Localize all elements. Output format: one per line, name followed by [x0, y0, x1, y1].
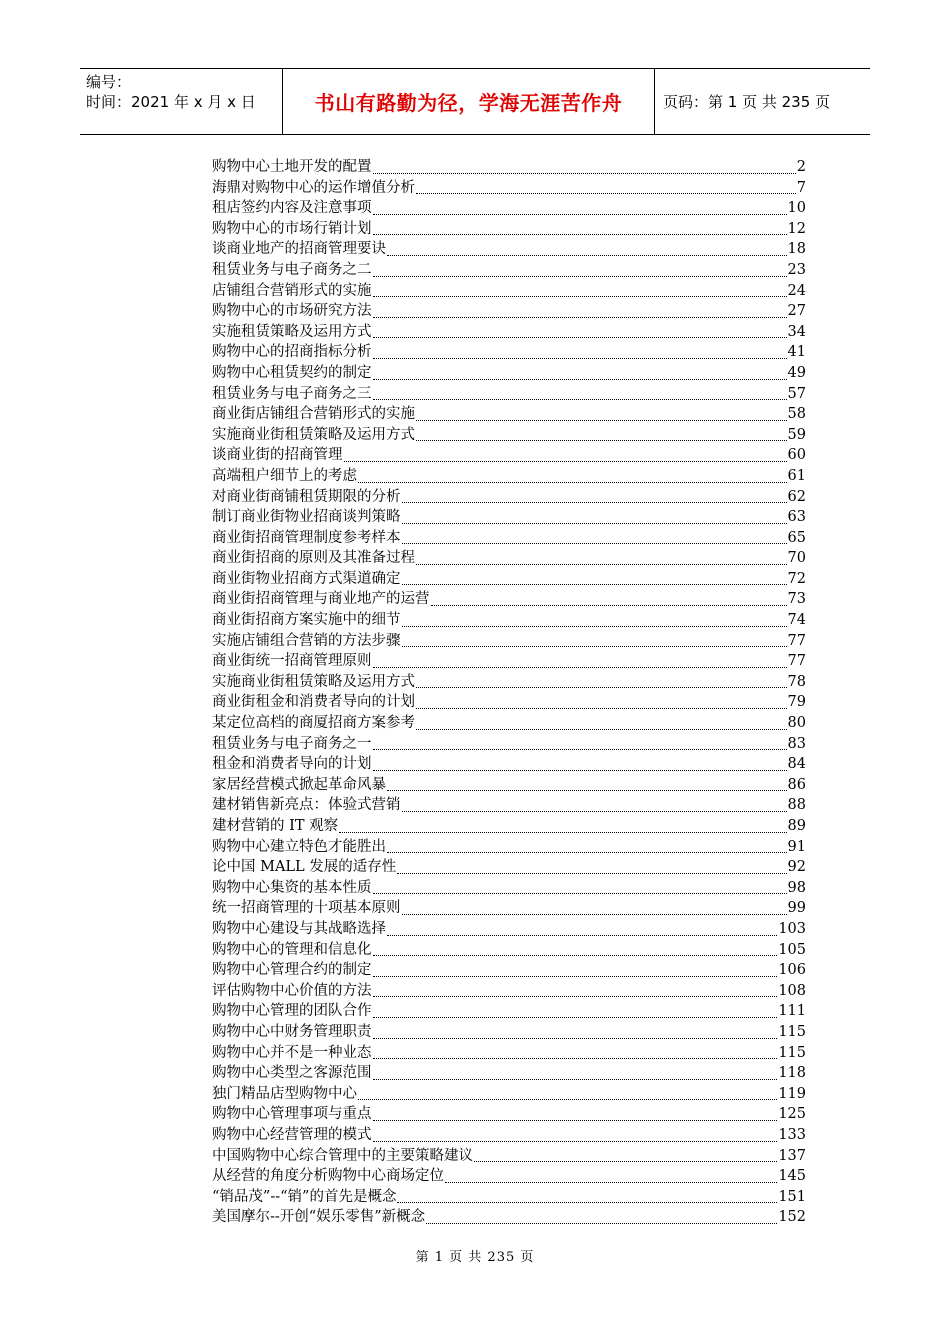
toc-entry[interactable]	[212, 816, 806, 837]
toc-entry-page: 60	[787, 447, 806, 464]
toc-entry-page: 145	[778, 1168, 806, 1185]
toc-dot-leader	[373, 399, 787, 400]
toc-entry-page: 106	[778, 962, 806, 979]
table-of-contents	[212, 157, 806, 1228]
toc-entry-title: 实施商业街租赁策略及运用方式	[212, 426, 415, 443]
toc-entry-title: 实施商业街租赁策略及运用方式	[212, 673, 415, 690]
toc-dot-leader	[402, 626, 787, 627]
toc-entry-page: 58	[787, 406, 806, 423]
toc-entry[interactable]	[212, 857, 806, 878]
toc-dot-leader	[431, 605, 787, 606]
toc-entry[interactable]	[212, 713, 806, 734]
toc-entry-title: 购物中心租赁契约的制定	[212, 364, 372, 381]
toc-dot-leader	[373, 893, 787, 894]
toc-entry-page: 108	[778, 982, 806, 999]
toc-entry[interactable]	[212, 1063, 806, 1084]
toc-entry-title: 商业街物业招商方式渠道确定	[212, 570, 401, 587]
toc-entry-page: 91	[787, 838, 806, 855]
toc-entry-title: 商业街招商管理与商业地产的运营	[212, 591, 430, 608]
header-meta	[80, 69, 283, 134]
toc-entry[interactable]	[212, 898, 806, 919]
toc-dot-leader	[373, 1120, 778, 1121]
toc-entry[interactable]	[212, 363, 806, 384]
toc-entry-title: 商业街招商的原则及其准备过程	[212, 550, 415, 567]
toc-entry-title: 商业街租金和消费者导向的计划	[212, 694, 415, 711]
toc-entry-title: 统一招商管理的十项基本原则	[212, 900, 401, 917]
toc-entry-title: 谈商业地产的招商管理要诀	[212, 241, 386, 258]
toc-dot-leader	[387, 790, 787, 791]
toc-dot-leader	[373, 1058, 778, 1059]
toc-entry[interactable]	[212, 219, 806, 240]
toc-entry-page: 78	[787, 673, 806, 690]
toc-entry-title: 某定位高档的商厦招商方案参考	[212, 715, 415, 732]
toc-entry-title: 评估购物中心价值的方法	[212, 982, 372, 999]
toc-entry-title: 对商业街商铺租赁期限的分析	[212, 488, 401, 505]
toc-entry-page: 57	[787, 385, 806, 402]
toc-dot-leader	[373, 1079, 778, 1080]
toc-entry-page: 70	[787, 550, 806, 567]
toc-dot-leader	[387, 852, 787, 853]
toc-entry-page: 72	[787, 570, 806, 587]
toc-entry-page: 80	[787, 715, 806, 732]
toc-entry[interactable]	[212, 610, 806, 631]
toc-entry-page: 118	[778, 1065, 806, 1082]
toc-dot-leader	[373, 173, 796, 174]
toc-entry[interactable]	[212, 1043, 806, 1064]
toc-entry-title: 购物中心类型之客源范围	[212, 1065, 372, 1082]
toc-entry-page: 133	[778, 1126, 806, 1143]
toc-dot-leader	[373, 1141, 778, 1142]
toc-entry-page: 115	[778, 1044, 806, 1061]
toc-dot-leader	[344, 461, 787, 462]
toc-entry-title: 制订商业街物业招商谈判策略	[212, 509, 401, 526]
toc-entry-title: 商业街店铺组合营销形式的实施	[212, 406, 415, 423]
toc-entry-title: 中国购物中心综合管理中的主要策略建议	[212, 1147, 473, 1164]
toc-entry-title: 建材营销的 IT 观察	[212, 818, 339, 834]
toc-entry-page: 152	[778, 1209, 806, 1226]
header-page-info: 页码：第 1 页 共 235 页	[663, 93, 831, 111]
toc-entry-page: 12	[787, 220, 806, 237]
toc-entry-page: 119	[778, 1085, 806, 1102]
toc-entry-title: 美国摩尔--开创“娱乐零售”新概念	[212, 1209, 426, 1226]
toc-entry-page: 62	[787, 488, 806, 505]
toc-dot-leader	[373, 214, 787, 215]
toc-entry-page: 59	[787, 426, 806, 443]
toc-entry[interactable]	[212, 301, 806, 322]
toc-entry-page: 111	[778, 1003, 806, 1020]
toc-entry-page: 98	[787, 879, 806, 896]
toc-entry-page: 2	[796, 159, 806, 175]
toc-entry-page: 18	[787, 241, 806, 258]
toc-entry[interactable]	[212, 342, 806, 363]
toc-entry-title: 购物中心集资的基本性质	[212, 879, 372, 896]
toc-dot-leader	[416, 440, 787, 441]
toc-entry-title: 购物中心的市场行销计划	[212, 220, 372, 237]
toc-entry-title: 购物中心建设与其战略选择	[212, 920, 386, 937]
toc-entry-page: 115	[778, 1023, 806, 1040]
toc-entry[interactable]	[212, 548, 806, 569]
toc-dot-leader	[373, 770, 787, 771]
toc-entry-title: 购物中心管理的团队合作	[212, 1003, 372, 1020]
toc-dot-leader	[397, 873, 786, 874]
toc-entry-title: 购物中心建立特色才能胜出	[212, 838, 386, 855]
toc-entry-page: 24	[787, 282, 806, 299]
document-number-label: 编号：	[86, 73, 132, 91]
toc-dot-leader	[373, 955, 778, 956]
toc-entry[interactable]	[212, 322, 806, 343]
toc-entry-page: 151	[778, 1188, 806, 1205]
toc-entry-title: 租赁业务与电子商务之二	[212, 261, 372, 278]
toc-dot-leader	[373, 337, 787, 338]
toc-entry-page: 41	[787, 344, 806, 361]
toc-entry-title: 购物中心中财务管理职责	[212, 1023, 372, 1040]
toc-entry[interactable]	[212, 239, 806, 260]
toc-dot-leader	[373, 667, 787, 668]
toc-dot-leader	[402, 811, 787, 812]
toc-dot-leader	[387, 255, 787, 256]
toc-dot-leader	[373, 996, 778, 997]
toc-entry-page: 99	[787, 900, 806, 917]
toc-entry-page: 65	[787, 529, 806, 546]
toc-entry-title: 高端租户细节上的考虑	[212, 467, 357, 484]
toc-dot-leader	[373, 976, 778, 977]
toc-entry[interactable]	[212, 981, 806, 1002]
toc-entry[interactable]	[212, 754, 806, 775]
toc-entry-title: 实施店铺组合营销的方法步骤	[212, 632, 401, 649]
toc-dot-leader	[416, 687, 787, 688]
toc-entry-title: 购物中心管理事项与重点	[212, 1106, 372, 1123]
toc-dot-leader	[373, 358, 787, 359]
toc-entry-page: 77	[787, 632, 806, 649]
toc-entry-page: 92	[787, 859, 806, 876]
toc-dot-leader	[445, 1182, 777, 1183]
toc-entry-title: 租赁业务与电子商务之一	[212, 735, 372, 752]
toc-entry-title: 论中国 MALL 发展的适存性	[212, 859, 397, 876]
toc-dot-leader	[373, 1038, 778, 1039]
toc-entry[interactable]	[212, 672, 806, 693]
toc-dot-leader	[402, 523, 787, 524]
toc-dot-leader	[373, 1017, 778, 1018]
toc-entry-title: 商业街招商方案实施中的细节	[212, 612, 401, 629]
toc-entry[interactable]	[212, 692, 806, 713]
toc-entry-page: 77	[787, 653, 806, 670]
toc-entry-page: 83	[787, 735, 806, 752]
toc-dot-leader	[387, 935, 777, 936]
toc-dot-leader	[339, 832, 786, 833]
toc-entry-title: 商业街统一招商管理原则	[212, 653, 372, 670]
toc-entry[interactable]	[212, 940, 806, 961]
toc-entry[interactable]	[212, 1146, 806, 1167]
toc-entry-title: 建材销售新亮点：体验式营销	[212, 797, 401, 814]
toc-entry-title: 租店签约内容及注意事项	[212, 200, 372, 217]
toc-dot-leader	[474, 1161, 777, 1162]
toc-entry[interactable]	[212, 1104, 806, 1125]
toc-entry-page: 88	[787, 797, 806, 814]
toc-entry-title: 商业街招商管理制度参考样本	[212, 529, 401, 546]
toc-dot-leader	[373, 379, 787, 380]
toc-entry[interactable]	[212, 1187, 806, 1208]
toc-dot-leader	[402, 914, 787, 915]
toc-entry-page: 34	[787, 323, 806, 340]
page-header	[80, 68, 870, 135]
toc-entry[interactable]	[212, 1001, 806, 1022]
toc-entry[interactable]	[212, 960, 806, 981]
toc-dot-leader	[426, 1223, 777, 1224]
toc-entry-title: “销品茂”--“销”的首先是概念	[212, 1188, 397, 1205]
toc-entry-page: 86	[787, 776, 806, 793]
toc-dot-leader	[358, 1099, 777, 1100]
toc-dot-leader	[402, 584, 787, 585]
toc-dot-leader	[358, 482, 787, 483]
toc-dot-leader	[416, 564, 787, 565]
toc-entry-page: 49	[787, 364, 806, 381]
toc-entry-page: 103	[778, 920, 806, 937]
toc-entry[interactable]	[212, 651, 806, 672]
toc-entry[interactable]	[212, 878, 806, 899]
toc-entry-page: 137	[778, 1147, 806, 1164]
toc-entry-title: 店铺组合营销形式的实施	[212, 282, 372, 299]
header-motto: 书山有路勤为径，学海无涯苦作舟	[283, 69, 655, 134]
toc-dot-leader	[373, 234, 787, 235]
toc-entry[interactable]	[212, 487, 806, 508]
toc-entry[interactable]	[212, 1022, 806, 1043]
toc-entry[interactable]	[212, 919, 806, 940]
toc-entry[interactable]	[212, 795, 806, 816]
toc-entry[interactable]	[212, 466, 806, 487]
toc-entry[interactable]	[212, 775, 806, 796]
toc-dot-leader	[373, 317, 787, 318]
toc-entry[interactable]	[212, 1166, 806, 1187]
toc-entry-page: 61	[787, 467, 806, 484]
toc-entry-title: 购物中心的市场研究方法	[212, 303, 372, 320]
toc-dot-leader	[373, 749, 787, 750]
toc-dot-leader	[416, 729, 787, 730]
toc-entry-title: 购物中心经营管理的模式	[212, 1126, 372, 1143]
toc-entry-page: 23	[787, 261, 806, 278]
toc-dot-leader	[402, 543, 787, 544]
toc-dot-leader	[402, 502, 787, 503]
toc-entry[interactable]	[212, 445, 806, 466]
toc-dot-leader	[373, 276, 787, 277]
toc-entry-title: 购物中心土地开发的配置	[212, 159, 372, 175]
toc-entry[interactable]	[212, 1125, 806, 1146]
toc-entry[interactable]	[212, 281, 806, 302]
toc-dot-leader	[416, 420, 787, 421]
toc-dot-leader	[416, 193, 796, 194]
toc-entry[interactable]	[212, 157, 806, 178]
toc-entry-page: 89	[787, 818, 806, 834]
toc-entry[interactable]	[212, 425, 806, 446]
toc-entry-page: 7	[796, 179, 806, 196]
toc-entry-page: 125	[778, 1106, 806, 1123]
toc-entry[interactable]	[212, 1207, 806, 1228]
toc-entry[interactable]	[212, 384, 806, 405]
toc-entry[interactable]	[212, 589, 806, 610]
toc-entry[interactable]	[212, 178, 806, 199]
toc-entry-title: 租赁业务与电子商务之三	[212, 385, 372, 402]
toc-entry[interactable]	[212, 404, 806, 425]
toc-entry-page: 10	[787, 200, 806, 217]
toc-entry[interactable]	[212, 1084, 806, 1105]
page-footer: 第 1 页 共 235 页	[415, 1250, 535, 1265]
toc-entry-page: 84	[787, 756, 806, 773]
toc-entry[interactable]	[212, 198, 806, 219]
toc-entry-title: 从经营的角度分析购物中心商场定位	[212, 1168, 444, 1185]
toc-entry[interactable]	[212, 631, 806, 652]
toc-entry-title: 海鼎对购物中心的运作增值分析	[212, 179, 415, 196]
toc-entry-page: 79	[787, 694, 806, 711]
toc-entry-title: 购物中心并不是一种业态	[212, 1044, 372, 1061]
toc-dot-leader	[416, 708, 787, 709]
toc-entry[interactable]	[212, 734, 806, 755]
toc-entry-title: 谈商业街的招商管理	[212, 447, 343, 464]
toc-entry[interactable]	[212, 569, 806, 590]
toc-entry-page: 105	[778, 941, 806, 958]
toc-entry-title: 独门精品店型购物中心	[212, 1085, 357, 1102]
toc-entry-title: 购物中心管理合约的制定	[212, 962, 372, 979]
toc-entry-page: 63	[787, 509, 806, 526]
toc-entry-title: 租金和消费者导向的计划	[212, 756, 372, 773]
toc-entry[interactable]	[212, 528, 806, 549]
document-time-label: 时间：2021 年 x 月 x 日	[86, 93, 256, 111]
toc-entry-title: 家居经营模式掀起革命风暴	[212, 776, 386, 793]
toc-dot-leader	[402, 646, 787, 647]
toc-entry[interactable]	[212, 507, 806, 528]
toc-dot-leader	[373, 296, 787, 297]
toc-entry-page: 27	[787, 303, 806, 320]
toc-entry-page: 73	[787, 591, 806, 608]
toc-entry-title: 实施租赁策略及运用方式	[212, 323, 372, 340]
toc-dot-leader	[397, 1202, 777, 1203]
toc-entry-title: 购物中心的管理和信息化	[212, 941, 372, 958]
toc-entry[interactable]	[212, 260, 806, 281]
toc-entry-title: 购物中心的招商指标分析	[212, 344, 372, 361]
toc-entry[interactable]	[212, 837, 806, 858]
toc-entry-page: 74	[787, 612, 806, 629]
